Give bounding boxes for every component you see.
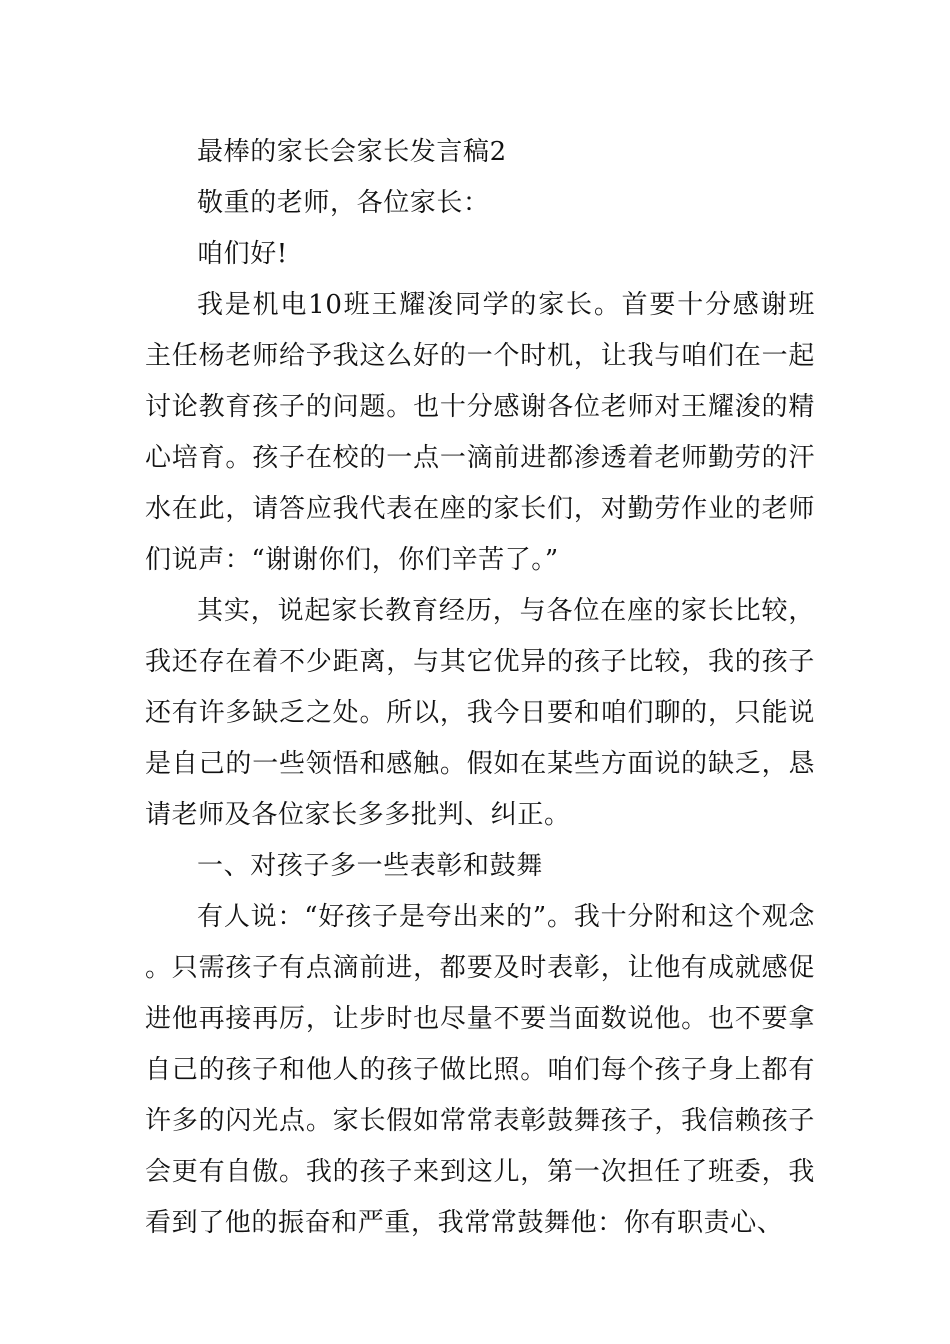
- greeting: 咱们好!: [197, 239, 288, 269]
- body-paragraph: 有人说：“好孩子是夸出来的”。我十分附和这个观念。只需孩子有点滴前进，都要及时表彰，让他有成就感促进他再接再厉，让步时也尽量不要当面数说他。也不要拿自己的孩子和他人的孩子做比照。咱们每个孩子身上都有许多的闪光点。家长假如常常表彰鼓舞孩子，我信赖孩子会更有自傲。我的孩子来到这儿，第一次担任了班委，我看到了他的振奋和严重，我常常鼓舞他：你有职责心、: [145, 902, 816, 1238]
- section-heading: 一、对孩子多一些表彰和鼓舞: [197, 851, 543, 881]
- salutation: 敬重的老师，各位家长：: [197, 188, 490, 218]
- document-body: [145, 127, 815, 1249]
- body-paragraph: 其实，说起家长教育经历，与各位在座的家长比较，我还存在着不少距离，与其它优异的孩子比较，我的孩子还有许多缺乏之处。所以，我今日要和咱们聊的，只能说是自己的一些领悟和感触。假如在某些方面说的缺乏，恳请老师及各位家长多多批判、纠正。: [145, 596, 815, 830]
- body-paragraph: 我是机电10班王耀浚同学的家长。首要十分感谢班主任杨老师给予我这么好的一个时机，让我与咱们在一起讨论教育孩子的问题。也十分感谢各位老师对王耀浚的精心培育。孩子在校的一点一滴前进都渗透着老师勤劳的汗水在此，请答应我代表在座的家长们，对勤劳作业的老师们说声：“谢谢你们，你们辛苦了。”: [145, 290, 815, 575]
- document-title: 最棒的家长会家长发言稿2: [197, 137, 507, 167]
